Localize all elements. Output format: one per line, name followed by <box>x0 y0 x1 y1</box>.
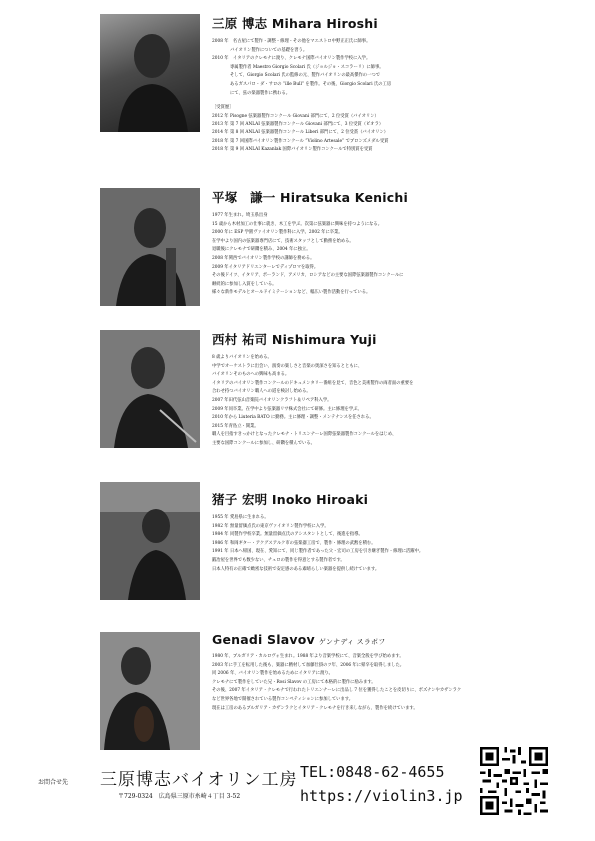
bio-line: 専属製作者 Maestro Giorgio Scolari 氏（ジョルジョ・スコラーリ）に師事。 <box>230 64 384 70</box>
portrait-silhouette <box>100 14 200 132</box>
bio-line: 1986 年 和岡ギター・アクグスアルク市の弦楽器工房で、製作・修理の武勲を積む。 <box>212 540 376 546</box>
bio-line: 合わせ持つバイオリン職人への道を検討し始める。 <box>212 389 311 395</box>
bio-line: 1991 年 日本へ帰国、現在、愛知にて、同じ製作者であった父・宏司の工房を引き継ぎ製作・修理に活躍中。 <box>212 549 424 555</box>
bio-line: 主要な国際コンクールに参加し、研鑽を積んでいる。 <box>212 440 315 446</box>
bio-line: その後ドイツ、イタリア、ポーランド、アメリカ、ロシアなどの主要な国際弦楽器製作コンクールに <box>212 273 404 279</box>
bio-line: 2010 年 イタリアのクレモナに渡り、クレモナ国際バイオリン製作学校に入学。 <box>212 56 371 62</box>
bio-line: にて、弦の楽器製作に携わる。 <box>230 90 291 96</box>
award-line: 2013 年 第 7 回 ANLAI 弦楽器製作コンクール Giovani 部門にて、3 位受賞（ビオラ） <box>212 121 384 127</box>
bio-line: 2007 年田代弦山音楽院バイオリンクラフト＆リペア科入学。 <box>212 397 332 403</box>
bio-line: バイオリンそのものへの興味も高まる。 <box>212 372 290 378</box>
bio-line: など世界各地で開催されている製作コンペティションに参加しています。 <box>212 696 354 702</box>
award-line: 2014 年 第 8 回 ANLAI 弦楽器製作コンクール Liberi 部門にて、2 位受賞（バイオリン） <box>212 130 389 136</box>
bio-line: あるガスパロ・ダ・サロの “ille Bull” を製作。その後、Giorgio Scolari 氏の工房 <box>230 81 392 87</box>
bio-line: 退職後にクレモナで研鑽を積み、2004 年に独立。 <box>212 247 311 253</box>
phone-number: TEL:0848-62-4655 <box>300 763 445 781</box>
studio-address: 〒729-0324 広島県三原市糸崎４丁目 3-52 <box>118 793 241 800</box>
profile-bio <box>212 514 542 574</box>
profile-bio <box>212 212 542 298</box>
award-line: 2012 年 Pisogne 弦楽器製作コンクール Giovani 部門にて、2 位受賞（バイオリン） <box>212 113 379 119</box>
bio-line: 日本人特有の正確で緻密な技術で安定感のある素晴らしい楽器を提供し続けています。 <box>212 566 380 572</box>
award-line: 2018 年 第 7 回国際バイオリン製作コンクール “Violino Artesale” でブロンズメダル受賞 <box>212 138 389 144</box>
portrait-photo <box>100 632 200 750</box>
qr-code-icon[interactable] <box>480 747 548 815</box>
bio-line: 2000 年に ESP 学園ヴァイオリン製作科に入学。2002 年に卒業。 <box>212 230 343 236</box>
bio-line: クレモナにて製作をしていた兄・Rosi Slavov の工房にて本格的に製作に励みます。 <box>212 679 376 685</box>
portrait-silhouette <box>100 330 200 448</box>
profile-name-kana: ゲンナディ スラボフ <box>318 638 386 646</box>
bio-line: 2009 年イタリアドリエンターレでディプロマを取得。 <box>212 264 319 270</box>
bio-line: 1984 年 同製作学校卒業。無量留価点氏のアシスタントとして、後進を指導。 <box>212 532 363 538</box>
portrait-photo <box>100 188 200 306</box>
bio-line: そして、Giorgio Scolari 氏の監修の元、製作バイオリンの最高傑作の一つで <box>230 73 380 79</box>
bio-line: 在学中より国内の弦楽器専門店にて、技術スタッフとして勤務を始める。 <box>212 238 354 244</box>
bio-line: 2008 年関西でバイオリン製作学校の講師を務める。 <box>212 255 315 261</box>
profile-name: 猪子 宏明 Inoko Hiroaki <box>212 492 369 507</box>
contact-footer <box>0 755 595 835</box>
bio-line: 1955 年 愛島県に生まれる。 <box>212 515 269 520</box>
portrait-silhouette <box>100 632 200 750</box>
portrait-silhouette <box>100 188 200 306</box>
bio-line: 1980 年、ブルガリア・カルロヴォ生まれ。1988 年より音楽学校にて、音楽全般を学び始めます。 <box>212 654 404 659</box>
bio-line: 15 歳から木材加工の仕事に就き、木工を学ぶ。次第に弦楽器に興味を持つようになる。 <box>212 221 383 227</box>
contact-label: お問合せ先 <box>38 779 69 786</box>
bio-line: バイオリン製作についての基礎を習う。 <box>230 47 308 53</box>
bio-line: イタリアのバイオリン製作コンクールのドキュメンタリー番組を見て、音色と美術製作の両者面の重要を <box>212 380 414 386</box>
award-line: 2018 年 第 9 回 ANLAI Kazanlak 国際バイオリン製作コンクールで特別賞を受賞 <box>212 147 373 153</box>
studio-name: 三原博志バイオリン工房 <box>100 770 298 790</box>
bio-line: 継続的に参加し入賞をしている。 <box>212 281 277 287</box>
bio-line: 同 2006 年、バイオリン製作を始めるためにイタリアに渡り。 <box>212 671 333 677</box>
awards-list <box>212 104 542 154</box>
portrait-photo <box>100 14 200 132</box>
profile-name: 西村 祐司 Nishimura Yuji <box>212 332 377 347</box>
bio-line: 2015 年青島立・開業。 <box>212 423 259 429</box>
profile-bio <box>212 653 542 713</box>
profile-bio <box>212 38 542 98</box>
bio-line: 2008 年 名古屋にて製作・調整・修理・その他をマエストロ中野正正氏に師事。 <box>212 39 371 44</box>
bio-line: 職人を目指すきっかけとなったクレモナ・トリエンナーレ国際弦楽器製作コンクールをはじめ、 <box>212 432 397 438</box>
bio-line: 鍛冶屋を世界でも数少ない、チェロの製作を得意とする製作者です。 <box>212 557 345 563</box>
bio-line: 2009 年同卒業。在学中より弦楽器リサ株式会社にて研修。主に修理を学ぶ。 <box>212 406 362 412</box>
bio-line: 2010 年から Liuteria BATO に勤務。主に修理・調整・メンテナンスを任される。 <box>212 415 374 421</box>
website-link[interactable]: https://violin3.jp <box>300 787 463 805</box>
bio-line: 現在は工房のあるブルガリア・カザンラクとイタリア・クレモナを行き来しながら、製作を続けています。 <box>212 705 418 711</box>
profile-name: 三原 博志 Mihara Hiroshi <box>212 16 378 31</box>
portrait-photo <box>100 482 200 600</box>
profile-name <box>212 632 542 647</box>
bio-line: 中学でオーケストラに出会い、演奏の楽しさと音楽の奥深さを知るとともに、 <box>212 363 363 369</box>
profile-bio <box>212 354 542 449</box>
bio-line: 様々な新作モデルとオールドイミテーションなど、幅広い製作活動を行っている。 <box>212 290 371 296</box>
profile-name: 平塚 謙一 Hiratsuka Kenichi <box>212 190 408 205</box>
profile-name-latin: Genadi Slavov <box>212 632 315 647</box>
bio-line: 1982 年 無量留価点氏の東京ヴァイオリン製作学校に入学。 <box>212 523 329 529</box>
bio-line: 2003 年に手工を転用した後も、楽器に精材して加藤仕掛のツ年、2006 年に帰卒を取得しました。 <box>212 662 405 668</box>
bio-line: 8 歳よりバイオリンを始める。 <box>212 355 272 360</box>
portrait-photo <box>100 330 200 448</box>
bio-line: その後、2007 年イタリア・クレモナで行われたトリエンナーレに出品し 7 位を獲得したことを皮切りに、ボズナンやカザンラク <box>212 688 462 694</box>
bio-line: 1977 年生まれ。埼玉県出身 <box>212 213 268 218</box>
portrait-silhouette <box>100 482 200 600</box>
awards-title: ［受賞歴］ <box>212 105 234 111</box>
